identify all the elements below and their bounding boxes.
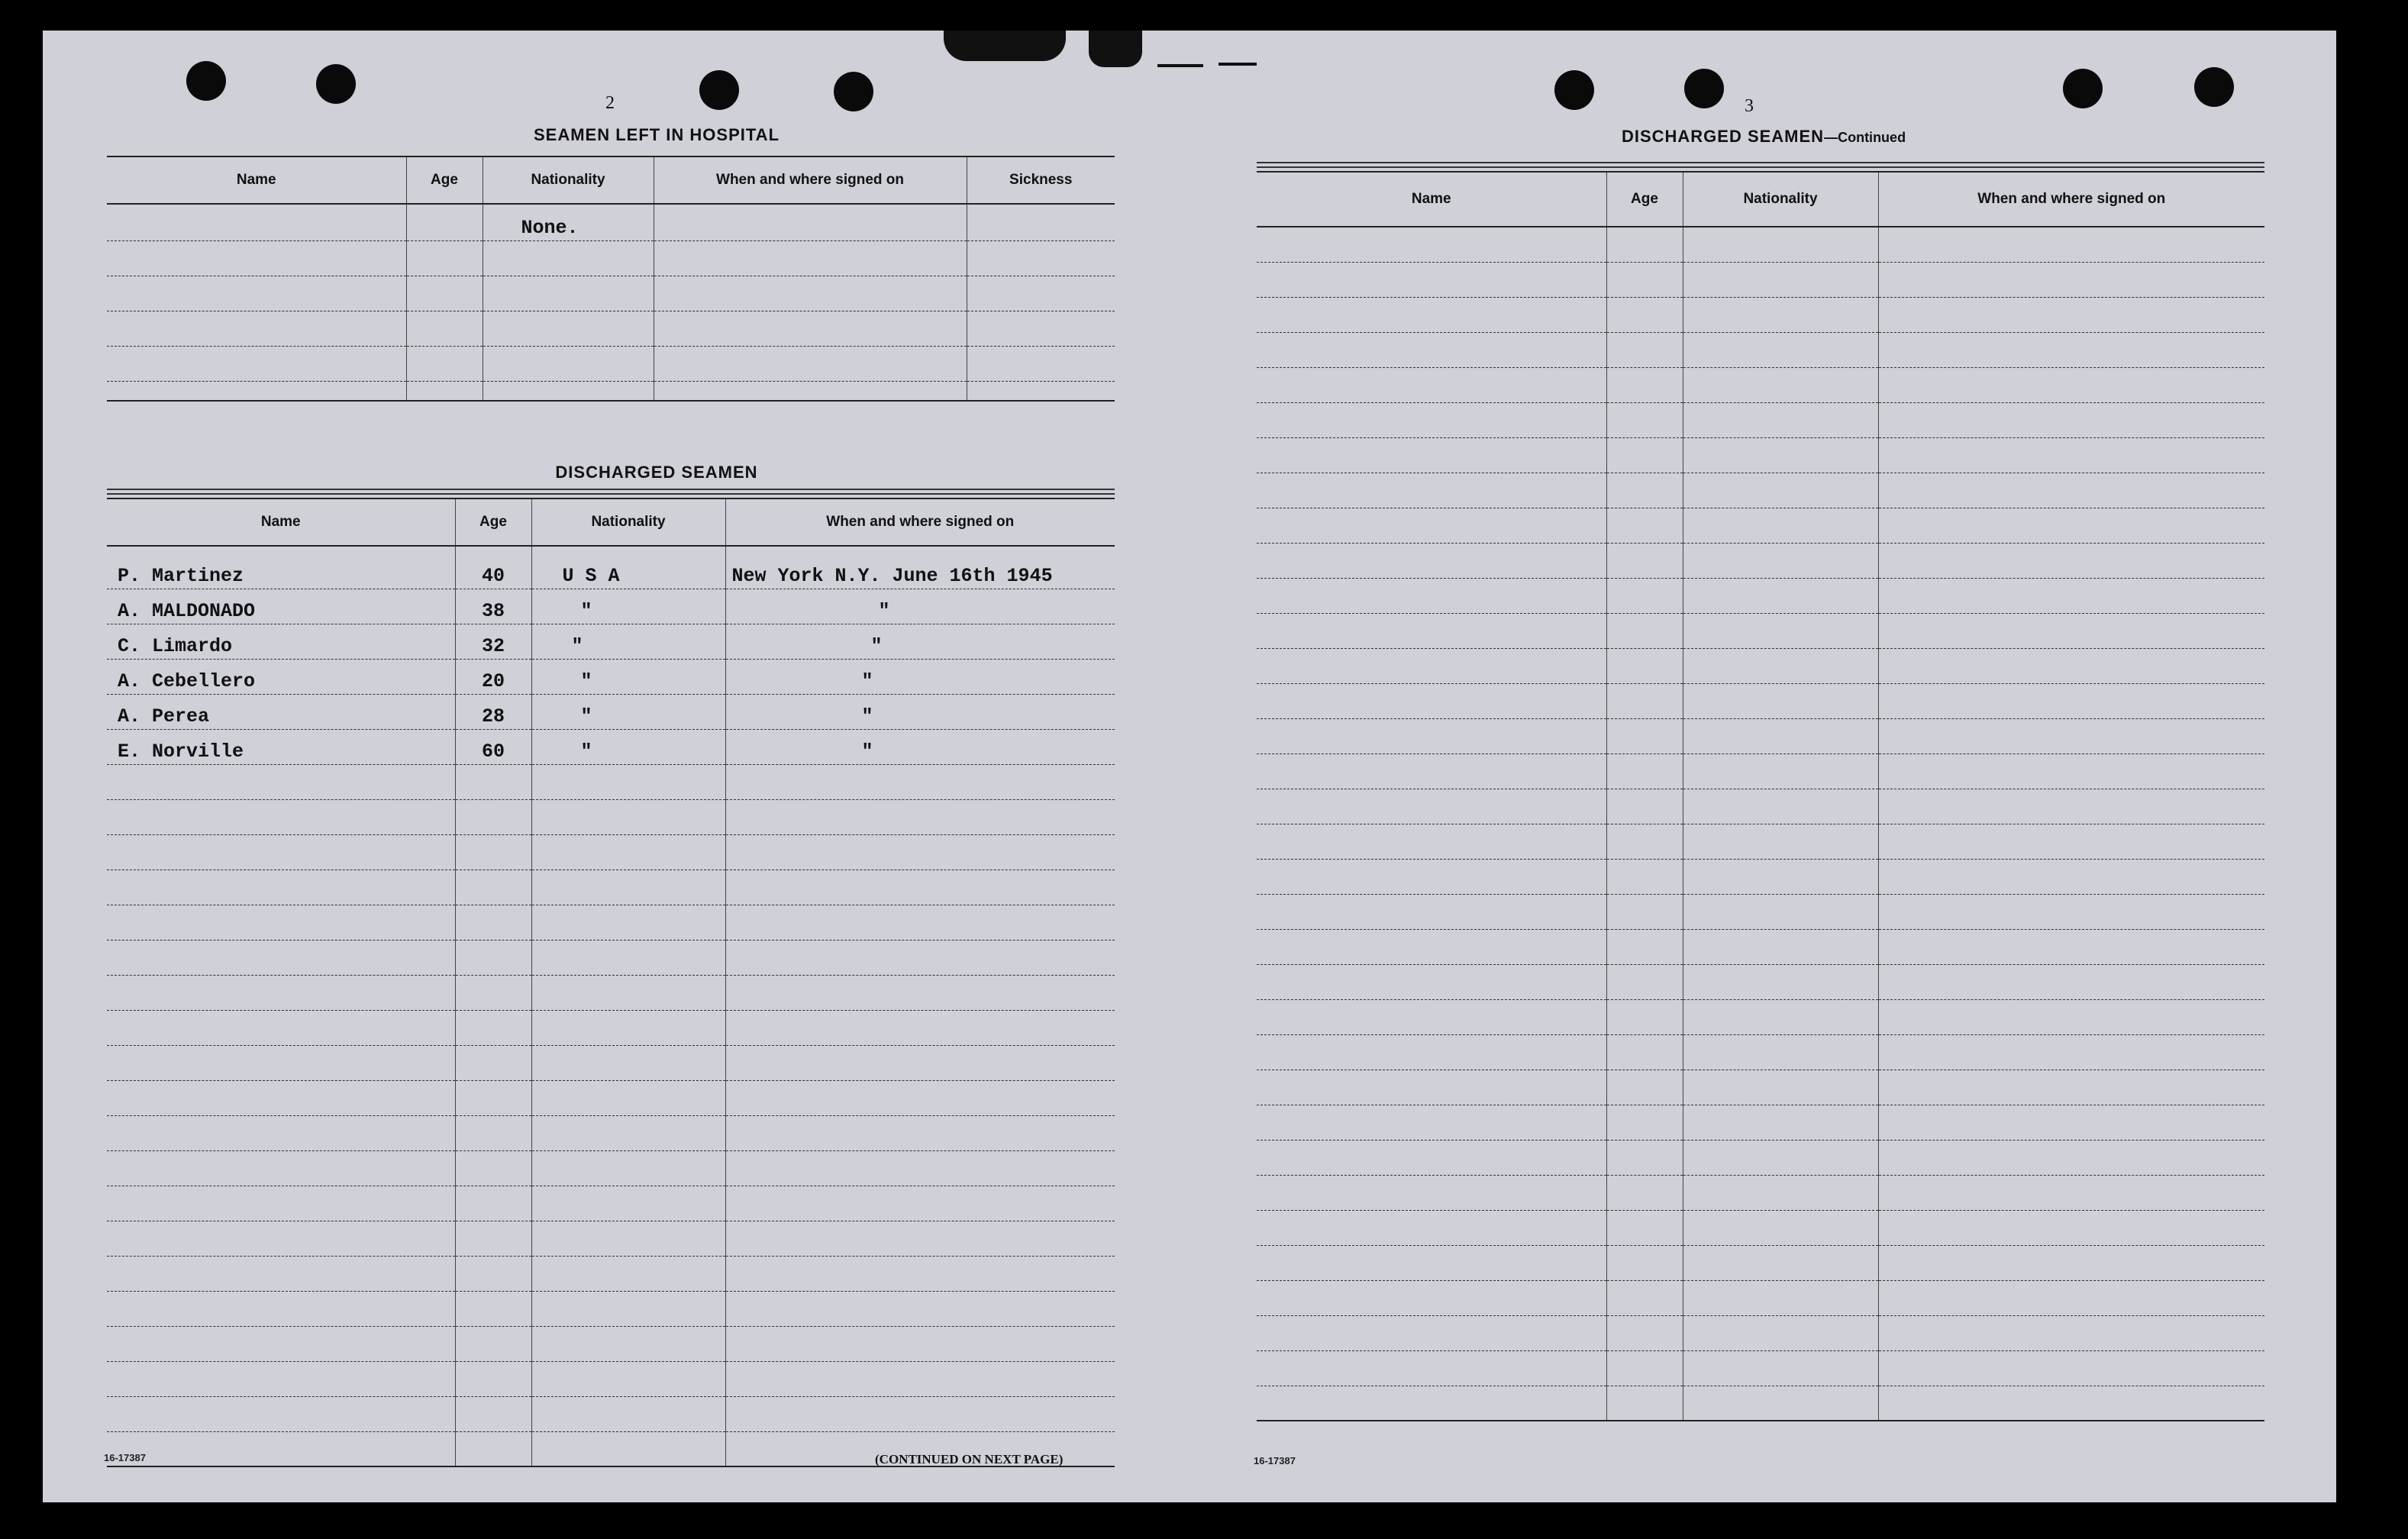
page-number-left: 2 [605,93,615,113]
seaman-age: 20 [455,659,531,694]
section-rule [107,489,1115,495]
col-header-nationality: Nationality [1683,172,1878,227]
blank-rows-right [1257,227,2264,1421]
discharged-continued-table [1257,171,2264,1421]
punch-hole [2063,69,2103,108]
seaman-name: A. Cebellero [107,659,455,694]
punch-hole [2194,67,2234,107]
seaman-signed-on: " [725,694,1115,729]
table-row [107,624,1115,659]
punch-hole [316,64,356,104]
seaman-nationality: " [531,729,725,764]
right-title-suffix: —Continued [1824,130,1906,145]
blank-rows-left [107,764,1115,1466]
seaman-age: 40 [455,546,531,589]
scan-smudge [1157,64,1203,67]
hospital-none-note: None. [483,204,654,240]
seaman-nationality: " [531,589,725,624]
scan-smudge [1219,63,1257,66]
col-header-age: Age [406,156,483,204]
punch-hole [1684,69,1724,108]
col-header-when-where: When and where signed on [725,498,1115,546]
seaman-name: A. Perea [107,694,455,729]
right-section-title [1519,127,2008,147]
seaman-signed-on: New York N.Y. June 16th 1945 [725,546,1115,589]
col-header-sickness: Sickness [967,156,1115,204]
page-number-right: 3 [1745,96,1754,116]
scan-smudge [1089,31,1142,67]
table-row [107,546,1115,589]
seaman-nationality: " [531,624,725,659]
col-header-age: Age [455,498,531,546]
seaman-nationality: " [531,694,725,729]
col-header-when-where: When and where signed on [654,156,967,204]
document-sheet [43,31,2336,1502]
seaman-age: 28 [455,694,531,729]
col-header-when-where: When and where signed on [1878,172,2264,227]
table-row [107,589,1115,624]
seaman-name: E. Norville [107,729,455,764]
seaman-age: 38 [455,589,531,624]
col-header-nationality: Nationality [483,156,654,204]
seaman-signed-on: " [725,589,1115,624]
col-header-name: Name [107,498,455,546]
seaman-age: 32 [455,624,531,659]
seaman-age: 60 [455,729,531,764]
col-header-nationality: Nationality [531,498,725,546]
seaman-name: A. MALDONADO [107,589,455,624]
punch-hole [834,72,873,111]
col-header-name: Name [1257,172,1606,227]
hospital-table [107,156,1115,402]
table-row [107,659,1115,694]
col-header-name: Name [107,156,406,204]
form-number-right: 16-17387 [1254,1455,1296,1466]
col-header-age: Age [1606,172,1683,227]
section-rule [1257,162,2264,168]
seaman-signed-on: " [725,624,1115,659]
scan-smudge [944,31,1066,61]
punch-hole [699,70,739,110]
discharged-table [107,498,1115,1467]
seaman-name: P. Martinez [107,546,455,589]
table-row [107,694,1115,729]
discharged-section-title: DISCHARGED SEAMEN [555,463,758,482]
seaman-signed-on: " [725,659,1115,694]
seaman-nationality: " [531,659,725,694]
form-number-left: 16-17387 [104,1452,146,1463]
right-title-text: DISCHARGED SEAMEN [1621,127,1825,146]
table-row [107,729,1115,764]
seaman-signed-on: " [725,729,1115,764]
continued-note: (CONTINUED ON NEXT PAGE) [875,1452,1064,1466]
seaman-name: C. Limardo [107,624,455,659]
seaman-nationality: U S A [531,546,725,589]
punch-hole [186,61,226,101]
punch-hole [1554,70,1594,110]
hospital-section-title: SEAMEN LEFT IN HOSPITAL [533,125,780,144]
